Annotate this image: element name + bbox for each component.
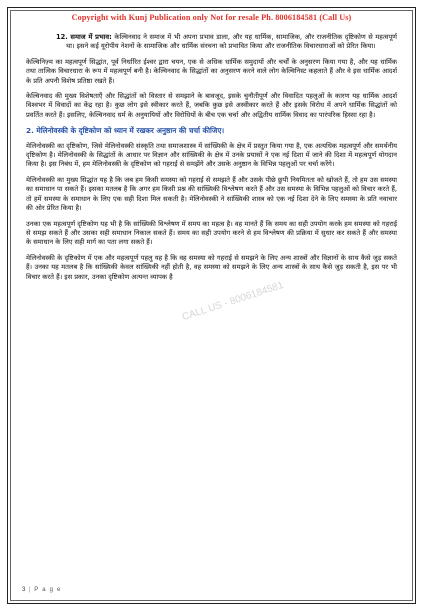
page-footer xyxy=(22,587,62,593)
item-12-number: 12. xyxy=(56,33,68,41)
item-12-text: केल्विनवाद ने समाज में भी अपना प्रभाव डाला, और यह धार्मिक, सामाजिक, और राजनीतिक दृष्टिकोण से महत्वपूर्ण था। इसने कई यूरोपीय नेशनों के सामाजिक और धार्मिक संरचना को प्रभावित किया और राजनीतिक विचारधाराओं को प्रेरित किया। xyxy=(66,33,397,51)
page-number: 3 xyxy=(22,587,26,593)
question-2-heading: 2. मेलिनोवस्की के दृष्टिकोण को ध्यान में रखकर अनुष्ठान की चर्चा कीजिए। xyxy=(26,126,225,136)
paragraph-3: मेलिनोवस्की का दृष्टिकोण, जिसे मेलिनोवस्की संस्कृति तथा समाजशास्त्र में सांख्यिकी के क्षेत्र में प्रस्तुत किया गया है, एक अत्यधिक महत्वपूर्ण और समर्थनीय दृष्टिकोण है। मेलिनोवस्की के सिद्धांतों के आधार पर विज्ञान और सांख्यिकी के क्षेत्र में उनके प्रयासों ने एक नई दिशा में जाने की दिशा में महत्वपूर्ण योगदान किया है। इस निबंध में, हम मेलिनोवस्की के दृष्टिकोण को गहराई से समझेंगे और उसके अनुष्ठान के विभिन्न पहलुओं पर चर्चा करेंगे। xyxy=(26,141,397,169)
page-label: P a g e xyxy=(34,587,62,593)
item-12-title: समाज में प्रभाव: xyxy=(70,33,112,41)
paragraph-6: मेलिनोवस्की के दृष्टिकोण में एक और महत्वपूर्ण पहलु यह है कि वह समस्या को गहराई से समझने के लिए अन्य शास्त्रों और विज्ञानों के साथ कैसे जुड़ सकते हैं। उनका यह मतलब है कि सांख्यिकी केवल सांख्यिकी नहीं होती है, वह समस्या को समझने के लिए अन्य शास्त्रों के साथ कैसे जुड़ सकती है, इस पर भी विचार करते हैं। इस प्रकार, उनका दृष्टिकोण अत्यन्त व्यापक है xyxy=(26,253,397,281)
copyright-header: Copyright with Kunj Publication only Not for resale Ph. 8006184581 (Call Us) xyxy=(71,13,352,22)
document-body xyxy=(26,33,397,288)
watermark: CALL US - 8006184581 xyxy=(180,279,285,324)
paragraph-5: उनका एक महत्वपूर्ण दृष्टिकोण यह भी है कि सांख्यिकी विश्लेषण में समय का महत्व है। वह मानते हैं कि समय का सही उपयोग करके हम समस्या को गहराई से समझ सकते हैं और उसका सही समाधान निकाल सकते हैं। समय का सही उपयोग करने से हम विश्लेषण की प्रक्रिया में सुधार कर सकते हैं और समस्या के समाधान के लिए सही मार्ग का पता लगा सकते हैं। xyxy=(26,219,397,247)
paragraph-4: मेलिनोवस्की का मुख्य सिद्धांत यह है कि जब हम किसी समस्या को गहराई से समझते हैं और उसके पीछे छुपी नियमितता को खोजते हैं, तो हम उस समस्या का समाधान पा सकते हैं। इसका मतलब है कि अगर हम किसी प्रश्न की सांख्यिकी विश्लेषण करते हैं और उस समस्या के विभिन्न पहलुओं को विचार करते हैं, तो हमें समस्या के समाधान के लिए एक सही दिशा मिल सकती है। मेलिनोवस्की ने सांख्यिकी शास्त्र को एक नई दिशा देने के लिए समस्या के प्रति नवाचार की ओर प्रेरित किया है। xyxy=(26,175,397,213)
paragraph-2: केल्विनवाद की मुख्य विशेषताएँ और सिद्धांतों को विस्तार से समझाने के बावजूद, इसके चुनौतीपूर्ण और विवादित पहलुओं के कारण यह धार्मिक आदर्श विश्वभर में विवादों का केंद्र रहा है। कुछ लोग इसे स्वीकार करते हैं, जबकि कुछ इसे अस्वीकार करते हैं और इसके विरोध में अपने धार्मिक सिद्धांतों को प्रवर्तित करते हैं। इसलिए, केल्विनवाद धर्म के अनुयायियों और विरोधियों के बीच एक चर्चा और अद्वितीय धार्मिक विवाद का पारंपरिक हिस्सा रहा है। xyxy=(26,92,397,119)
paragraph-1: केल्विनिज़्म का महत्वपूर्ण सिद्धांत, पूर्व निर्धारित ईश्वर द्वारा चयन, एक से अधिक धार्मिक समुदायों और चर्चों के अनुसरण किया गया है, और यह धार्मिक तथा तात्विक विचारधारा के रूप में महत्वपूर्ण बनी है। केल्विनवाद के सिद्धांतों का अनुसरण करने वाले लोग केल्विनिस्ट कहलाते हैं और वे इस धार्मिक आदर्श के प्रति अपनी विशेष प्रतिष्ठा रखते हैं। xyxy=(26,57,397,85)
list-item-12 xyxy=(26,33,397,52)
footer-separator: | xyxy=(29,587,31,593)
